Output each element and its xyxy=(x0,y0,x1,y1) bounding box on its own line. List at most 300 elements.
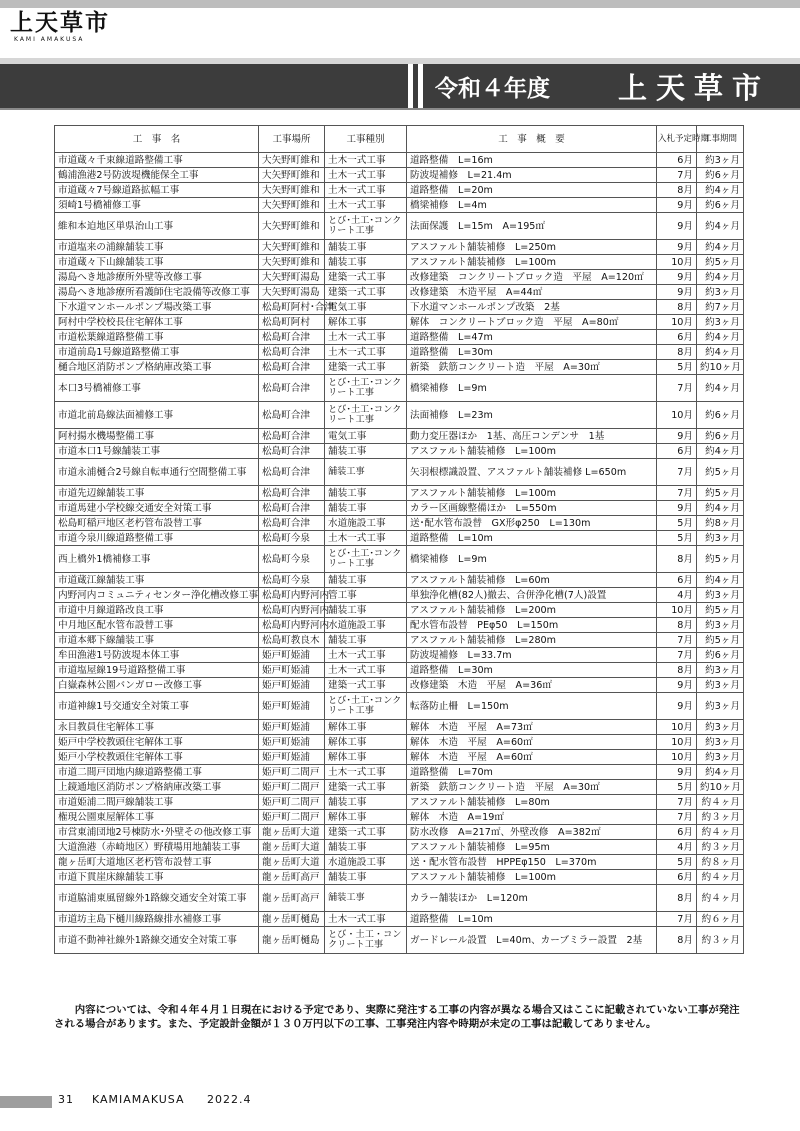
cell-work-name: 姫戸小学校教頭住宅解体工事 xyxy=(55,750,259,765)
cell-work-name: 市道姫浦二間戸線舗装工事 xyxy=(55,795,259,810)
cell-tender-time: 8月 xyxy=(657,885,697,912)
cell-work-name: 阿村中学校校長住宅解体工事 xyxy=(55,315,259,330)
table-row xyxy=(55,780,744,795)
cell-location: 龍ヶ岳町大道 xyxy=(259,855,325,870)
cell-tender-time: 5月 xyxy=(657,780,697,795)
cell-summary: カラー舗装ほか L=120m xyxy=(407,885,657,912)
cell-summary: 配水管布設替 PEφ50 L=150m xyxy=(407,618,657,633)
cell-location: 松島町合津 xyxy=(259,444,325,459)
cell-work-type: 舗装工事 xyxy=(325,795,407,810)
cell-summary: 解体 木造 平屋 A=73㎡ xyxy=(407,720,657,735)
cell-summary: 改修建築 木造平屋 A=44㎡ xyxy=(407,285,657,300)
cell-summary: 矢羽根標識設置、アスファルト舗装補修 L=650m xyxy=(407,459,657,486)
cell-period: 約7ヶ月 xyxy=(697,300,744,315)
table-row xyxy=(55,648,744,663)
cell-work-name: 本口3号橋補修工事 xyxy=(55,375,259,402)
cell-period: 約5ヶ月 xyxy=(697,633,744,648)
cell-tender-time: 10月 xyxy=(657,255,697,270)
cell-summary: ガードレール設置 L=40m、カーブミラー設置 2基 xyxy=(407,927,657,954)
table-row xyxy=(55,330,744,345)
cell-period: 約3ヶ月 xyxy=(697,588,744,603)
cell-location: 大矢野町維和 xyxy=(259,168,325,183)
cell-work-name: 市道不動神社線外1路線交通安全対策工事 xyxy=(55,927,259,954)
cell-work-name: 姫戸中学校教頭住宅解体工事 xyxy=(55,735,259,750)
table-row xyxy=(55,153,744,168)
cell-work-type: 建築一式工事 xyxy=(325,678,407,693)
cell-period: 約6ヶ月 xyxy=(697,402,744,429)
cell-tender-time: 10月 xyxy=(657,750,697,765)
cell-period: 約3ヶ月 xyxy=(697,153,744,168)
cell-work-type: 管工事 xyxy=(325,588,407,603)
cell-summary: アスファルト舗装補修 L=60m xyxy=(407,573,657,588)
cell-location: 姫戸町二間戸 xyxy=(259,765,325,780)
cell-work-type: 土木一式工事 xyxy=(325,531,407,546)
table-row xyxy=(55,183,744,198)
cell-summary: 改修建築 コンクリートブロック造 平屋 A=120㎡ xyxy=(407,270,657,285)
cell-summary: 単独浄化槽(82人)撤去、合併浄化槽(7人)設置 xyxy=(407,588,657,603)
footnote: 内容については、令和４年４月１日現在における予定であり、実際に発注する工事の内容が異なる場合又はここに記載されていない工事が発注される場合があります。また、予定設計金額が１３０万円以下の工事、工事発注内容や時期が未定の工事は記載してありません。 xyxy=(54,1004,740,1030)
cell-period: 約３ヶ月 xyxy=(697,840,744,855)
table-row xyxy=(55,885,744,912)
cell-summary: 道路整備 L=70m xyxy=(407,765,657,780)
cell-location: 松島町今泉 xyxy=(259,531,325,546)
cell-work-name: 中月地区配水管布設替工事 xyxy=(55,618,259,633)
top-gray-bar xyxy=(0,0,800,8)
cell-period: 約4ヶ月 xyxy=(697,375,744,402)
cell-work-name: 白嶽森林公園バンガロー改修工事 xyxy=(55,678,259,693)
cell-summary: 防水改修 A=217㎡、外壁改修 A=382㎡ xyxy=(407,825,657,840)
cell-summary: 法面補修 L=23m xyxy=(407,402,657,429)
cell-period: 約5ヶ月 xyxy=(697,459,744,486)
cell-work-name: 牟田漁港1号防波堤本体工事 xyxy=(55,648,259,663)
public-works-table xyxy=(54,125,744,954)
cell-tender-time: 4月 xyxy=(657,588,697,603)
footer-gray-bar xyxy=(0,1096,52,1108)
cell-work-name: 市道蔵江線舗装工事 xyxy=(55,573,259,588)
cell-tender-time: 9月 xyxy=(657,285,697,300)
cell-location: 松島町合津 xyxy=(259,486,325,501)
cell-location: 大矢野町維和 xyxy=(259,255,325,270)
cell-location: 松島町合津 xyxy=(259,375,325,402)
cell-location: 龍ヶ岳町大道 xyxy=(259,825,325,840)
cell-summary: アスファルト舗装補修 L=280m xyxy=(407,633,657,648)
cell-work-name: 市道蔵々7号線道路拡幅工事 xyxy=(55,183,259,198)
cell-tender-time: 9月 xyxy=(657,429,697,444)
cell-summary: アスファルト舗装補修 L=200m xyxy=(407,603,657,618)
cell-tender-time: 7月 xyxy=(657,795,697,810)
cell-period: 約６ヶ月 xyxy=(697,912,744,927)
cell-tender-time: 6月 xyxy=(657,330,697,345)
cell-period: 約４ヶ月 xyxy=(697,870,744,885)
cell-work-type: 建築一式工事 xyxy=(325,825,407,840)
cell-tender-time: 4月 xyxy=(657,840,697,855)
table-row xyxy=(55,240,744,255)
cell-period: 約8ヶ月 xyxy=(697,516,744,531)
cell-work-type: 水道施設工事 xyxy=(325,855,407,870)
cell-work-type: 土木一式工事 xyxy=(325,198,407,213)
cell-tender-time: 7月 xyxy=(657,648,697,663)
page-number: 31 xyxy=(58,1093,74,1106)
cell-work-type: 電気工事 xyxy=(325,429,407,444)
cell-tender-time: 6月 xyxy=(657,153,697,168)
cell-summary: カラー区画線整備ほか L=550m xyxy=(407,501,657,516)
cell-tender-time: 10月 xyxy=(657,603,697,618)
cell-work-type: 建築一式工事 xyxy=(325,780,407,795)
table-row xyxy=(55,444,744,459)
cell-location: 姫戸町二間戸 xyxy=(259,795,325,810)
cell-work-name: 市道中月線道路改良工事 xyxy=(55,603,259,618)
cell-summary: 動力変圧器ほか 1基、高圧コンデンサ 1基 xyxy=(407,429,657,444)
cell-location: 大矢野町湯島 xyxy=(259,270,325,285)
cell-work-type: 水道施設工事 xyxy=(325,618,407,633)
cell-location: 姫戸町姫浦 xyxy=(259,720,325,735)
cell-summary: 転落防止柵 L=150m xyxy=(407,693,657,720)
cell-tender-time: 9月 xyxy=(657,501,697,516)
cell-summary: 送･配水管布設替 GX形φ250 L=130m xyxy=(407,516,657,531)
cell-location: 姫戸町姫浦 xyxy=(259,693,325,720)
cell-work-type: 舗装工事 xyxy=(325,840,407,855)
cell-tender-time: 9月 xyxy=(657,765,697,780)
cell-work-name: 市道蔵々下山線舗装工事 xyxy=(55,255,259,270)
header-work-name: 工 事 名 xyxy=(55,126,259,153)
table-row xyxy=(55,840,744,855)
cell-work-type: 土木一式工事 xyxy=(325,330,407,345)
table-row xyxy=(55,735,744,750)
cell-work-type: 土木一式工事 xyxy=(325,168,407,183)
cell-period: 約3ヶ月 xyxy=(697,531,744,546)
cell-work-name: 鶴浦漁港2号防波堤機能保全工事 xyxy=(55,168,259,183)
cell-location: 姫戸町姫浦 xyxy=(259,663,325,678)
cell-period: 約4ヶ月 xyxy=(697,240,744,255)
cell-work-type: 土木一式工事 xyxy=(325,345,407,360)
table-row xyxy=(55,531,744,546)
cell-location: 松島町内野河内 xyxy=(259,618,325,633)
cell-period: 約5ヶ月 xyxy=(697,546,744,573)
cell-summary: 防波堤補修 L=21.4m xyxy=(407,168,657,183)
cell-location: 松島町阿村 xyxy=(259,315,325,330)
cell-location: 姫戸町姫浦 xyxy=(259,735,325,750)
issue-date: 2022.4 xyxy=(207,1093,252,1106)
cell-work-type: 建築一式工事 xyxy=(325,270,407,285)
cell-work-name: 市道本郷下線舗装工事 xyxy=(55,633,259,648)
cell-location: 松島町合津 xyxy=(259,402,325,429)
logo-subtext: KAMI AMAKUSA xyxy=(14,36,85,43)
cell-period: 約4ヶ月 xyxy=(697,573,744,588)
table-row xyxy=(55,360,744,375)
cell-work-type: 土木一式工事 xyxy=(325,912,407,927)
cell-work-name: 松島町稲戸地区老朽管布設替工事 xyxy=(55,516,259,531)
table-row xyxy=(55,810,744,825)
cell-period: 約3ヶ月 xyxy=(697,315,744,330)
cell-summary: 解体 木造 平屋 A=60㎡ xyxy=(407,735,657,750)
cell-period: 約5ヶ月 xyxy=(697,486,744,501)
cell-work-type: 解体工事 xyxy=(325,315,407,330)
cell-location: 大矢野町維和 xyxy=(259,183,325,198)
cell-period: 約3ヶ月 xyxy=(697,693,744,720)
cell-work-name: 阿村揚水機場整備工事 xyxy=(55,429,259,444)
table-row xyxy=(55,375,744,402)
table-row xyxy=(55,618,744,633)
cell-location: 姫戸町二間戸 xyxy=(259,780,325,795)
cell-work-type: 舗装工事 xyxy=(325,240,407,255)
cell-summary: 下水道マンホールポンプ改築 2基 xyxy=(407,300,657,315)
cell-work-type: 舗装工事 xyxy=(325,573,407,588)
cell-summary: 道路整備 L=10m xyxy=(407,531,657,546)
cell-summary: 解体 木造 A=19㎡ xyxy=(407,810,657,825)
table-row xyxy=(55,927,744,954)
cell-period: 約3ヶ月 xyxy=(697,285,744,300)
cell-period: 約3ヶ月 xyxy=(697,750,744,765)
cell-work-type: 水道施設工事 xyxy=(325,516,407,531)
cell-work-name: 西上橋外1橋補修工事 xyxy=(55,546,259,573)
cell-work-name: 市道馬建小学校線交通安全対策工事 xyxy=(55,501,259,516)
cell-tender-time: 9月 xyxy=(657,240,697,255)
cell-work-name: 市道下貫崖床線舗装工事 xyxy=(55,870,259,885)
cell-work-type: とび･土工･コンクリート工事 xyxy=(325,375,407,402)
table-row xyxy=(55,198,744,213)
cell-work-type: 土木一式工事 xyxy=(325,153,407,168)
table-row xyxy=(55,402,744,429)
cell-tender-time: 7月 xyxy=(657,168,697,183)
cell-location: 松島町今泉 xyxy=(259,573,325,588)
cell-work-name: 永目教員住宅解体工事 xyxy=(55,720,259,735)
cell-summary: 改修建築 木造 平屋 A=36㎡ xyxy=(407,678,657,693)
table-row xyxy=(55,300,744,315)
table-row xyxy=(55,516,744,531)
cell-summary: アスファルト舗装補修 L=95m xyxy=(407,840,657,855)
table-row xyxy=(55,315,744,330)
cell-work-name: 湯島へき地診療所外壁等改修工事 xyxy=(55,270,259,285)
cell-period: 約3ヶ月 xyxy=(697,678,744,693)
table-row xyxy=(55,720,744,735)
cell-period: 約6ヶ月 xyxy=(697,168,744,183)
header-summary: 工 事 概 要 xyxy=(407,126,657,153)
cell-period: 約4ヶ月 xyxy=(697,270,744,285)
cell-work-name: 市道先辺線舗装工事 xyxy=(55,486,259,501)
cell-work-name: 市道塩屋線19号道路整備工事 xyxy=(55,663,259,678)
cell-period: 約3ヶ月 xyxy=(697,735,744,750)
header-period: 工事期間 xyxy=(697,126,744,153)
cell-summary: アスファルト舗装補修 L=100m xyxy=(407,870,657,885)
cell-summary: 道路整備 L=20m xyxy=(407,183,657,198)
cell-summary: 道路整備 L=30m xyxy=(407,345,657,360)
table-row xyxy=(55,546,744,573)
cell-location: 姫戸町姫浦 xyxy=(259,678,325,693)
table-row xyxy=(55,825,744,840)
table-row xyxy=(55,501,744,516)
cell-tender-time: 7月 xyxy=(657,633,697,648)
cell-period: 約4ヶ月 xyxy=(697,213,744,240)
cell-period: 約4ヶ月 xyxy=(697,501,744,516)
cell-work-name: 上鏡通地区消防ポンプ格納庫改築工事 xyxy=(55,780,259,795)
cell-work-type: 舗装工事 xyxy=(325,603,407,618)
table-row xyxy=(55,573,744,588)
cell-work-name: 須崎1号橋補修工事 xyxy=(55,198,259,213)
cell-summary: アスファルト舗装補修 L=100m xyxy=(407,255,657,270)
cell-work-type: 建築一式工事 xyxy=(325,360,407,375)
cell-work-type: 舗装工事 xyxy=(325,633,407,648)
cell-tender-time: 7月 xyxy=(657,912,697,927)
cell-work-name: 市営東浦団地2号棟防水･外壁その他改修工事 xyxy=(55,825,259,840)
table-header-row xyxy=(55,126,744,153)
cell-work-name: 市道北前島線法面補修工事 xyxy=(55,402,259,429)
cell-work-type: 舗装工事 xyxy=(325,459,407,486)
cell-work-type: 土木一式工事 xyxy=(325,183,407,198)
cell-location: 龍ヶ岳町高戸 xyxy=(259,885,325,912)
cell-summary: アスファルト舗装補修 L=250m xyxy=(407,240,657,255)
cell-tender-time: 7月 xyxy=(657,375,697,402)
cell-work-type: 土木一式工事 xyxy=(325,648,407,663)
cell-summary: 道路整備 L=10m xyxy=(407,912,657,927)
cell-location: 大矢野町湯島 xyxy=(259,285,325,300)
cell-period: 約10ヶ月 xyxy=(697,360,744,375)
table-row xyxy=(55,870,744,885)
cell-tender-time: 10月 xyxy=(657,315,697,330)
cell-summary: 橋梁補修 L=4m xyxy=(407,198,657,213)
cell-work-type: とび･土工･コンクリート工事 xyxy=(325,402,407,429)
cell-tender-time: 8月 xyxy=(657,183,697,198)
cell-tender-time: 6月 xyxy=(657,444,697,459)
cell-location: 松島町合津 xyxy=(259,330,325,345)
magazine-name: KAMIAMAKUSA xyxy=(92,1093,185,1106)
cell-period: 約4ヶ月 xyxy=(697,444,744,459)
table-body xyxy=(55,153,744,954)
cell-period: 約4ヶ月 xyxy=(697,345,744,360)
table-row xyxy=(55,588,744,603)
cell-period: 約6ヶ月 xyxy=(697,648,744,663)
header-location: 工事場所 xyxy=(259,126,325,153)
cell-work-type: 解体工事 xyxy=(325,750,407,765)
cell-work-type: 電気工事 xyxy=(325,300,407,315)
table-row xyxy=(55,765,744,780)
cell-period: 約3ヶ月 xyxy=(697,663,744,678)
cell-summary: 解体 木造 平屋 A=60㎡ xyxy=(407,750,657,765)
cell-work-name: 権現公園東屋解体工事 xyxy=(55,810,259,825)
cell-location: 龍ヶ岳町樋島 xyxy=(259,912,325,927)
table-row xyxy=(55,678,744,693)
table-row xyxy=(55,633,744,648)
cell-work-type: とび・土工・コンクリート工事 xyxy=(325,927,407,954)
cell-tender-time: 8月 xyxy=(657,663,697,678)
cell-period: 約３ヶ月 xyxy=(697,927,744,954)
cell-summary: 橋梁補修 L=9m xyxy=(407,375,657,402)
cell-period: 約８ヶ月 xyxy=(697,855,744,870)
cell-work-name: 市道塩来の浦線舗装工事 xyxy=(55,240,259,255)
cell-summary: アスファルト舗装補修 L=80m xyxy=(407,795,657,810)
cell-location: 松島町合津 xyxy=(259,516,325,531)
cell-tender-time: 8月 xyxy=(657,618,697,633)
banner-stripe xyxy=(418,64,423,108)
cell-summary: 道路整備 L=16m xyxy=(407,153,657,168)
cell-summary: 新築 鉄筋コンクリート造 平屋 A=30㎡ xyxy=(407,780,657,795)
cell-period: 約4ヶ月 xyxy=(697,183,744,198)
banner-bottom-line xyxy=(0,108,800,110)
cell-tender-time: 8月 xyxy=(657,927,697,954)
banner-stripe xyxy=(408,64,413,108)
cell-tender-time: 10月 xyxy=(657,720,697,735)
cell-work-name: 内野河内コミュニティセンター浄化槽改修工事 xyxy=(55,588,259,603)
cell-period: 約３ヶ月 xyxy=(697,810,744,825)
cell-work-name: 市道前島1号線道路整備工事 xyxy=(55,345,259,360)
cell-tender-time: 5月 xyxy=(657,360,697,375)
cell-location: 大矢野町維和 xyxy=(259,198,325,213)
cell-period: 約4ヶ月 xyxy=(697,765,744,780)
cell-tender-time: 7月 xyxy=(657,810,697,825)
cell-location: 松島町合津 xyxy=(259,501,325,516)
cell-summary: 解体 コンクリートブロック造 平屋 A=80㎡ xyxy=(407,315,657,330)
cell-summary: 新築 鉄筋コンクリート造 平屋 A=30㎡ xyxy=(407,360,657,375)
table-row xyxy=(55,912,744,927)
table-row xyxy=(55,270,744,285)
cell-work-name: 市道松葉線道路整備工事 xyxy=(55,330,259,345)
table-row xyxy=(55,693,744,720)
cell-period: 約10ヶ月 xyxy=(697,780,744,795)
cell-tender-time: 9月 xyxy=(657,693,697,720)
cell-period: 約4ヶ月 xyxy=(697,330,744,345)
cell-tender-time: 5月 xyxy=(657,516,697,531)
cell-tender-time: 9月 xyxy=(657,270,697,285)
cell-period: 約6ヶ月 xyxy=(697,429,744,444)
cell-tender-time: 5月 xyxy=(657,531,697,546)
cell-summary: 橋梁補修 L=9m xyxy=(407,546,657,573)
cell-work-type: 解体工事 xyxy=(325,720,407,735)
cell-work-type: 舗装工事 xyxy=(325,885,407,912)
cell-work-type: 舗装工事 xyxy=(325,444,407,459)
cell-location: 松島町内野河内 xyxy=(259,588,325,603)
cell-period: 約3ヶ月 xyxy=(697,618,744,633)
cell-work-name: 市道永浦樋合2号線自転車通行空間整備工事 xyxy=(55,459,259,486)
cell-period: 約3ヶ月 xyxy=(697,720,744,735)
cell-work-type: 解体工事 xyxy=(325,810,407,825)
footer xyxy=(58,1093,252,1106)
table-row xyxy=(55,750,744,765)
logo-text: 上天草市 xyxy=(10,10,110,36)
cell-tender-time: 8月 xyxy=(657,345,697,360)
cell-work-name: 樋合地区消防ポンプ格納庫改築工事 xyxy=(55,360,259,375)
cell-location: 姫戸町姫浦 xyxy=(259,648,325,663)
cell-summary: 送・配水管布設替 HPPEφ150 L=370m xyxy=(407,855,657,870)
table-row xyxy=(55,795,744,810)
table-row xyxy=(55,285,744,300)
cell-location: 松島町合津 xyxy=(259,459,325,486)
city-logo xyxy=(10,10,120,44)
cell-work-type: 舗装工事 xyxy=(325,486,407,501)
table-row xyxy=(55,603,744,618)
table-row xyxy=(55,486,744,501)
cell-work-type: 土木一式工事 xyxy=(325,663,407,678)
cell-period: 約6ヶ月 xyxy=(697,198,744,213)
cell-tender-time: 9月 xyxy=(657,213,697,240)
banner-city: 上天草市 xyxy=(618,71,771,105)
header-tender-time: 入札予定時期 xyxy=(657,126,697,153)
cell-work-name: 市道坊主島下樋川線路線排水補修工事 xyxy=(55,912,259,927)
cell-tender-time: 8月 xyxy=(657,546,697,573)
cell-tender-time: 6月 xyxy=(657,870,697,885)
cell-work-name: 大道漁港（赤崎地区）野積場用地舗装工事 xyxy=(55,840,259,855)
cell-work-name: 下水道マンホールポンプ場改築工事 xyxy=(55,300,259,315)
cell-location: 松島町教良木 xyxy=(259,633,325,648)
table-row xyxy=(55,663,744,678)
cell-tender-time: 9月 xyxy=(657,678,697,693)
cell-work-type: とび･土工･コンクリート工事 xyxy=(325,213,407,240)
cell-location: 龍ヶ岳町高戸 xyxy=(259,870,325,885)
cell-summary: アスファルト舗装補修 L=100m xyxy=(407,486,657,501)
cell-work-type: 解体工事 xyxy=(325,735,407,750)
cell-work-name: 市道本口1号線舗装工事 xyxy=(55,444,259,459)
cell-work-name: 市道蔵々千束線道路整備工事 xyxy=(55,153,259,168)
table-row xyxy=(55,168,744,183)
cell-location: 姫戸町姫浦 xyxy=(259,750,325,765)
